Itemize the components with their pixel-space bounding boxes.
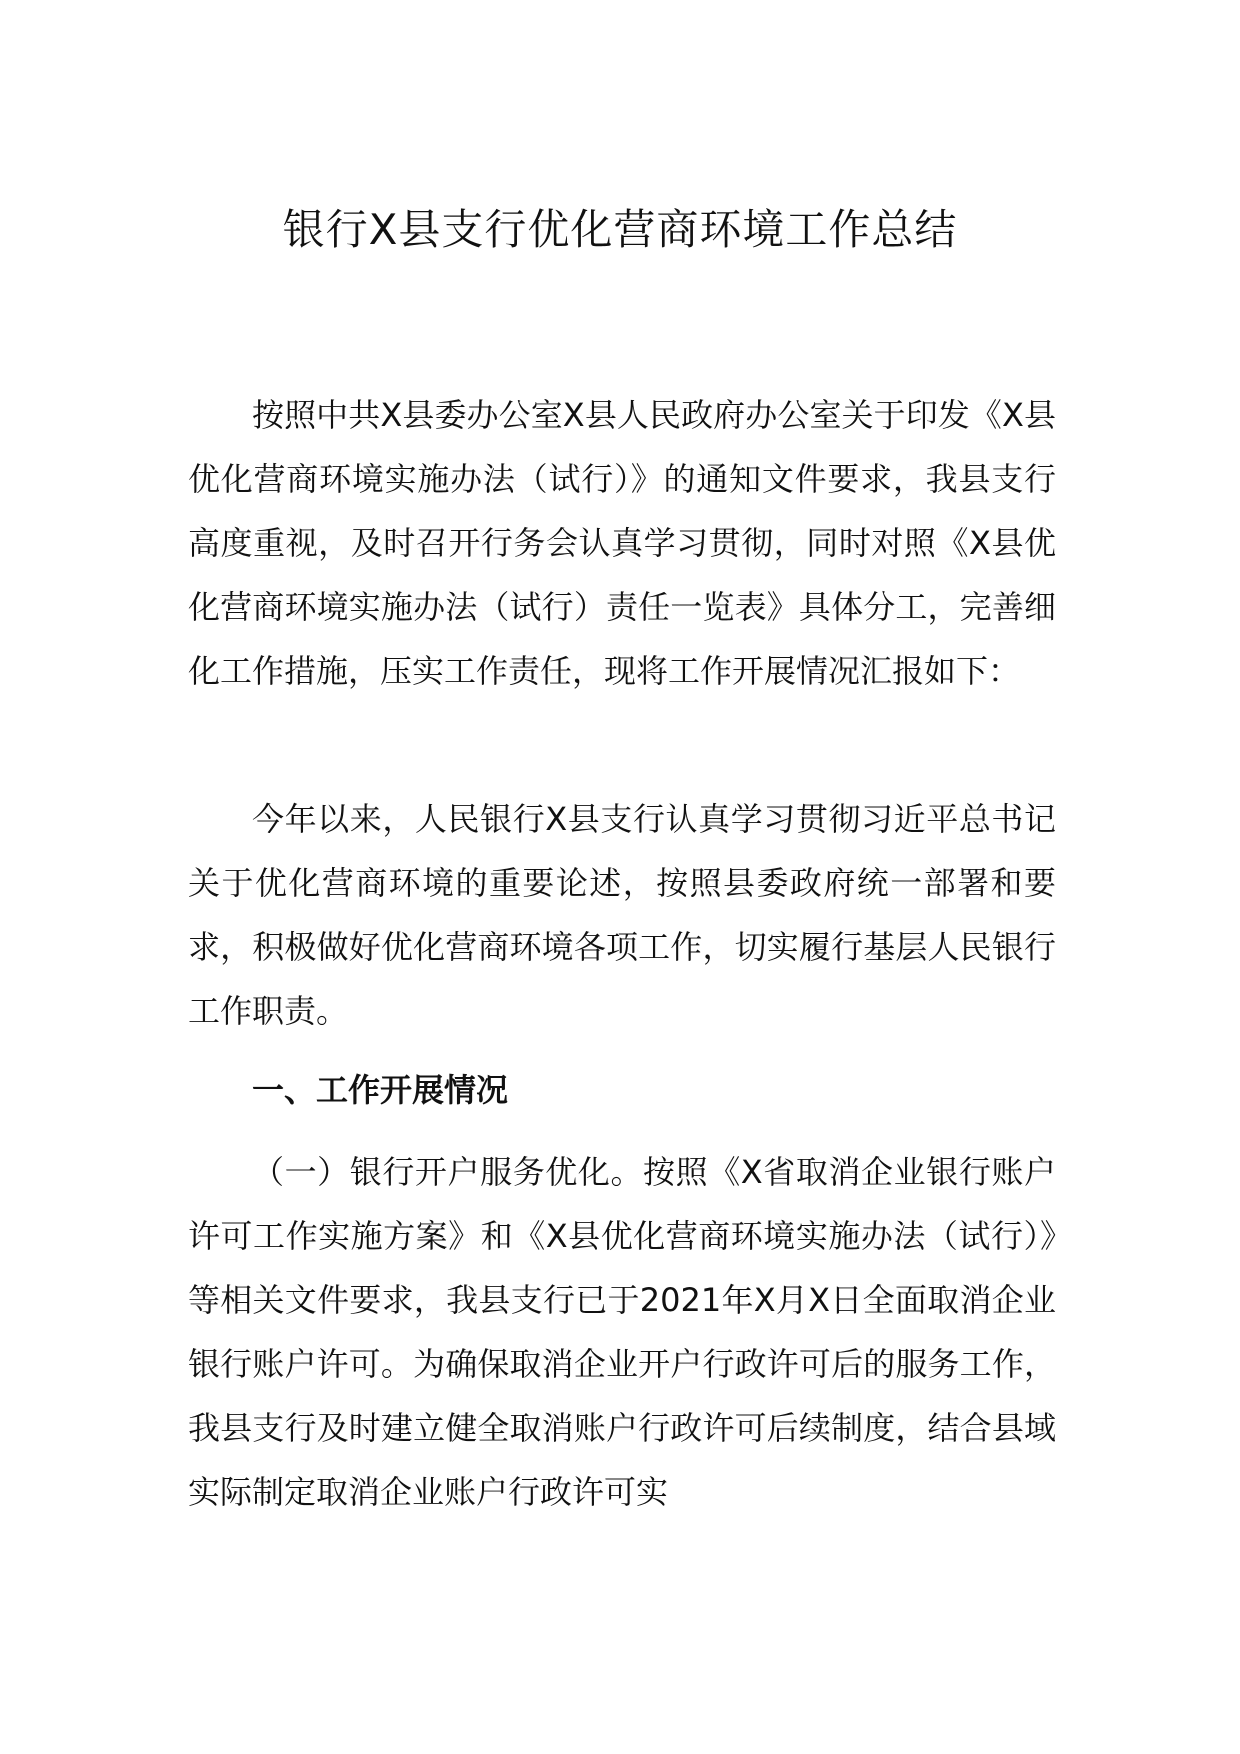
document-title: 银行X县支行优化营商环境工作总结 <box>282 205 958 254</box>
section-heading: 一、工作开展情况 <box>252 1071 509 1109</box>
summary-paragraph: 今年以来，人民银行X县支行认真学习贯彻习近平总书记关于优化营商环境的重要论述，按照县委政府统一部署和要求，积极做好优化营商环境各项工作，切实履行基层人民银行工作职责。 <box>188 800 1056 1030</box>
intro-paragraph: 按照中共X县委办公室X县人民政府办公室关于印发《X县优化营商环境实施办法（试行）》的通知文件要求，我县支行高度重视，及时召开行务会认真学习贯彻，同时对照《X县优化营商环境实施办法（试行）责任一览表》具体分工，完善细化工作措施，压实工作责任，现将工作开展情况汇报如下： <box>188 396 1056 690</box>
section-paragraph: （一）银行开户服务优化。按照《X省取消企业银行账户许可工作实施方案》和《X县优化营商环境实施办法（试行）》等相关文件要求，我县支行已于2021年X月X日全面取消企业银行账户许可。为确保取消企业开户行政许可后的服务工作，我县支行及时建立健全取消账户行政许可后续制度，结合县域实际制定取消企业账户行政许可实 <box>188 1153 1056 1511</box>
